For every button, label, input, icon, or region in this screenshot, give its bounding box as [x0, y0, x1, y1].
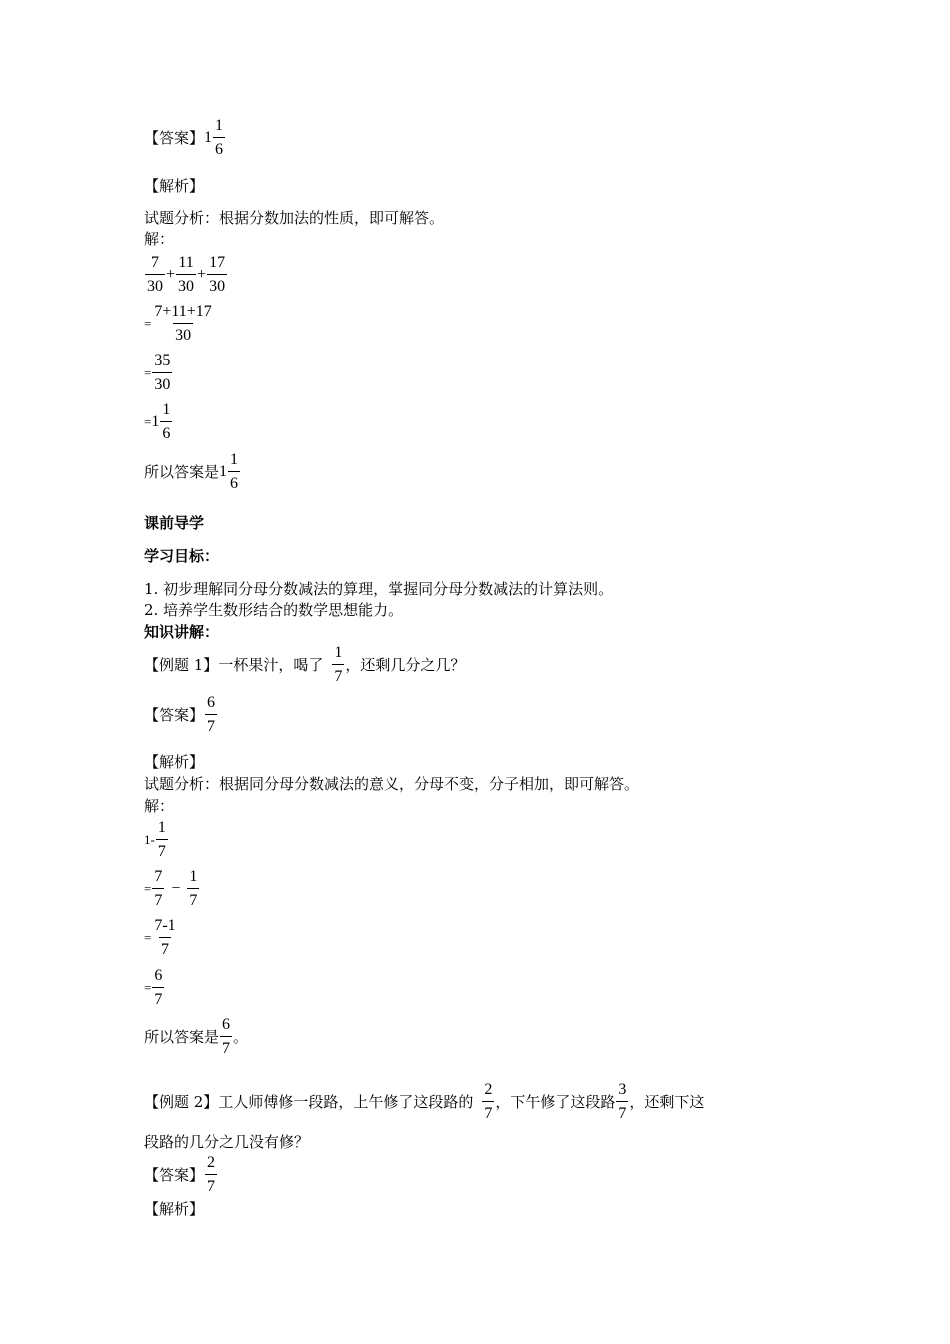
fraction-denominator: 6	[213, 137, 225, 160]
fraction-numerator: 1	[334, 644, 343, 661]
fraction-numerator: 7	[151, 254, 159, 271]
fraction-denominator: 7	[187, 888, 199, 911]
fraction-denominator: 7	[152, 888, 164, 911]
equation-line	[144, 253, 228, 297]
answer-label: 【答案】	[144, 706, 205, 724]
question-text: ，还剩几分之几？	[345, 656, 466, 674]
question-text: ，下午修了这段路	[495, 1093, 616, 1111]
fraction-denominator: 30	[173, 323, 193, 346]
answer-label: 【答案】	[144, 1166, 205, 1184]
goals-heading: 学习目标：	[144, 547, 220, 565]
analysis-text: 试题分析：根据分数加法的性质，即可解答。	[144, 209, 445, 227]
question-text: 一杯果汁，喝了	[218, 656, 324, 674]
answer-line	[144, 693, 218, 737]
fraction	[152, 966, 164, 1010]
fraction-denominator: 6	[228, 471, 240, 494]
fraction	[152, 867, 164, 911]
answer-fraction	[213, 116, 225, 160]
solve-label: 解：	[144, 230, 175, 248]
mixed-whole: 1	[219, 463, 228, 480]
answer-line	[144, 1153, 218, 1197]
equals-sign: =	[144, 881, 152, 896]
fraction	[156, 818, 168, 862]
fraction	[482, 1080, 494, 1124]
equation-line	[144, 916, 179, 960]
fraction	[228, 450, 240, 494]
equation-line	[144, 966, 165, 1010]
example-2-question	[144, 1080, 704, 1124]
fraction-numerator: 1	[162, 401, 171, 418]
section-heading: 课前导学	[144, 514, 205, 532]
period: 。	[233, 1028, 249, 1046]
fraction-denominator: 7	[482, 1101, 494, 1124]
answer-line	[144, 116, 226, 160]
conclusion-line	[144, 450, 241, 494]
fraction-numerator: 7+11+17	[154, 303, 212, 320]
fraction-numerator: 3	[618, 1081, 627, 1098]
answer-fraction	[205, 693, 217, 737]
fraction	[616, 1080, 628, 1124]
fraction-denominator: 30	[145, 274, 165, 297]
goal-item-2: 2. 培养学生数形结合的数学思想能力。	[144, 601, 404, 619]
fraction-numerator: 1	[230, 451, 239, 468]
fraction	[145, 253, 165, 297]
equals-sign: =	[144, 414, 152, 429]
fraction-denominator: 30	[152, 372, 172, 395]
knowledge-heading: 知识讲解：	[144, 623, 220, 641]
equation-line	[144, 867, 200, 911]
equation-line	[144, 818, 169, 862]
plus-sign: +	[197, 266, 207, 283]
equals-sign: =	[144, 930, 152, 945]
conclusion-text: 所以答案是	[144, 1028, 220, 1046]
conclusion-line	[144, 1015, 248, 1059]
mixed-whole: 1	[151, 413, 160, 430]
fraction	[160, 400, 172, 444]
example-label: 【例题 2】	[144, 1093, 219, 1111]
fraction-denominator: 7	[205, 1174, 217, 1197]
fraction	[207, 253, 227, 297]
fraction-numerator: 35	[154, 352, 171, 369]
fraction-denominator: 7	[156, 839, 168, 862]
equals-sign: =	[144, 316, 152, 331]
equation-line	[144, 351, 173, 395]
fraction	[152, 351, 172, 395]
question-continuation: 段路的几分之几没有修？	[144, 1133, 310, 1151]
answer-fraction	[205, 1153, 217, 1197]
fraction-numerator: 2	[207, 1154, 216, 1171]
fraction-denominator: 7	[332, 664, 344, 687]
fraction-numerator: 2	[484, 1081, 493, 1098]
fraction-denominator: 7	[159, 937, 171, 960]
analysis-label: 【解析】	[144, 753, 205, 771]
analysis-label: 【解析】	[144, 177, 205, 195]
answer-whole: 1	[204, 129, 213, 146]
fraction-numerator: 17	[209, 254, 226, 271]
example-label: 【例题 1】	[144, 656, 219, 674]
question-text: ，还剩下这	[629, 1093, 705, 1111]
fraction-denominator: 30	[207, 274, 227, 297]
analysis-label: 【解析】	[144, 1200, 205, 1218]
equation-line	[144, 302, 215, 346]
goal-item-1: 1. 初步理解同分母分数减法的算理，掌握同分母分数减法的计算法则。	[144, 580, 614, 598]
equals-sign: =	[144, 365, 152, 380]
fraction	[220, 1015, 232, 1059]
conclusion-text: 所以答案是	[144, 463, 220, 481]
fraction-denominator: 7	[220, 1036, 232, 1059]
fraction-numerator: 7	[154, 868, 163, 885]
fraction-denominator: 7	[205, 714, 217, 737]
equals-sign: =	[144, 980, 152, 995]
fraction	[152, 916, 177, 960]
fraction-denominator: 7	[616, 1101, 628, 1124]
question-text: 工人师傅修一段路，上午修了这段路的	[218, 1093, 474, 1111]
example-1-question	[144, 643, 465, 687]
fraction	[187, 867, 199, 911]
fraction	[332, 643, 344, 687]
answer-label: 【答案】	[144, 129, 205, 147]
fraction-numerator: 1	[157, 819, 166, 836]
fraction-denominator: 30	[176, 274, 196, 297]
fraction-denominator: 7	[152, 987, 164, 1010]
fraction-numerator: 7-1	[154, 917, 176, 934]
fraction	[152, 302, 213, 346]
fraction-numerator: 1	[215, 117, 224, 134]
solve-label: 解：	[144, 797, 175, 815]
plus-sign: +	[166, 266, 176, 283]
minus-sign: −	[171, 880, 181, 897]
fraction-numerator: 6	[222, 1016, 231, 1033]
fraction-denominator: 6	[160, 421, 172, 444]
fraction-numerator: 11	[178, 254, 194, 271]
equation-line	[144, 400, 173, 444]
fraction-numerator: 6	[207, 694, 216, 711]
analysis-text: 试题分析：根据同分母分数减法的意义，分母不变，分子相加，即可解答。	[144, 775, 640, 793]
minus-sign: -	[150, 832, 155, 847]
fraction	[176, 253, 196, 297]
fraction-numerator: 1	[189, 868, 198, 885]
fraction-numerator: 6	[154, 967, 163, 984]
mixed-whole: 1	[144, 832, 151, 847]
